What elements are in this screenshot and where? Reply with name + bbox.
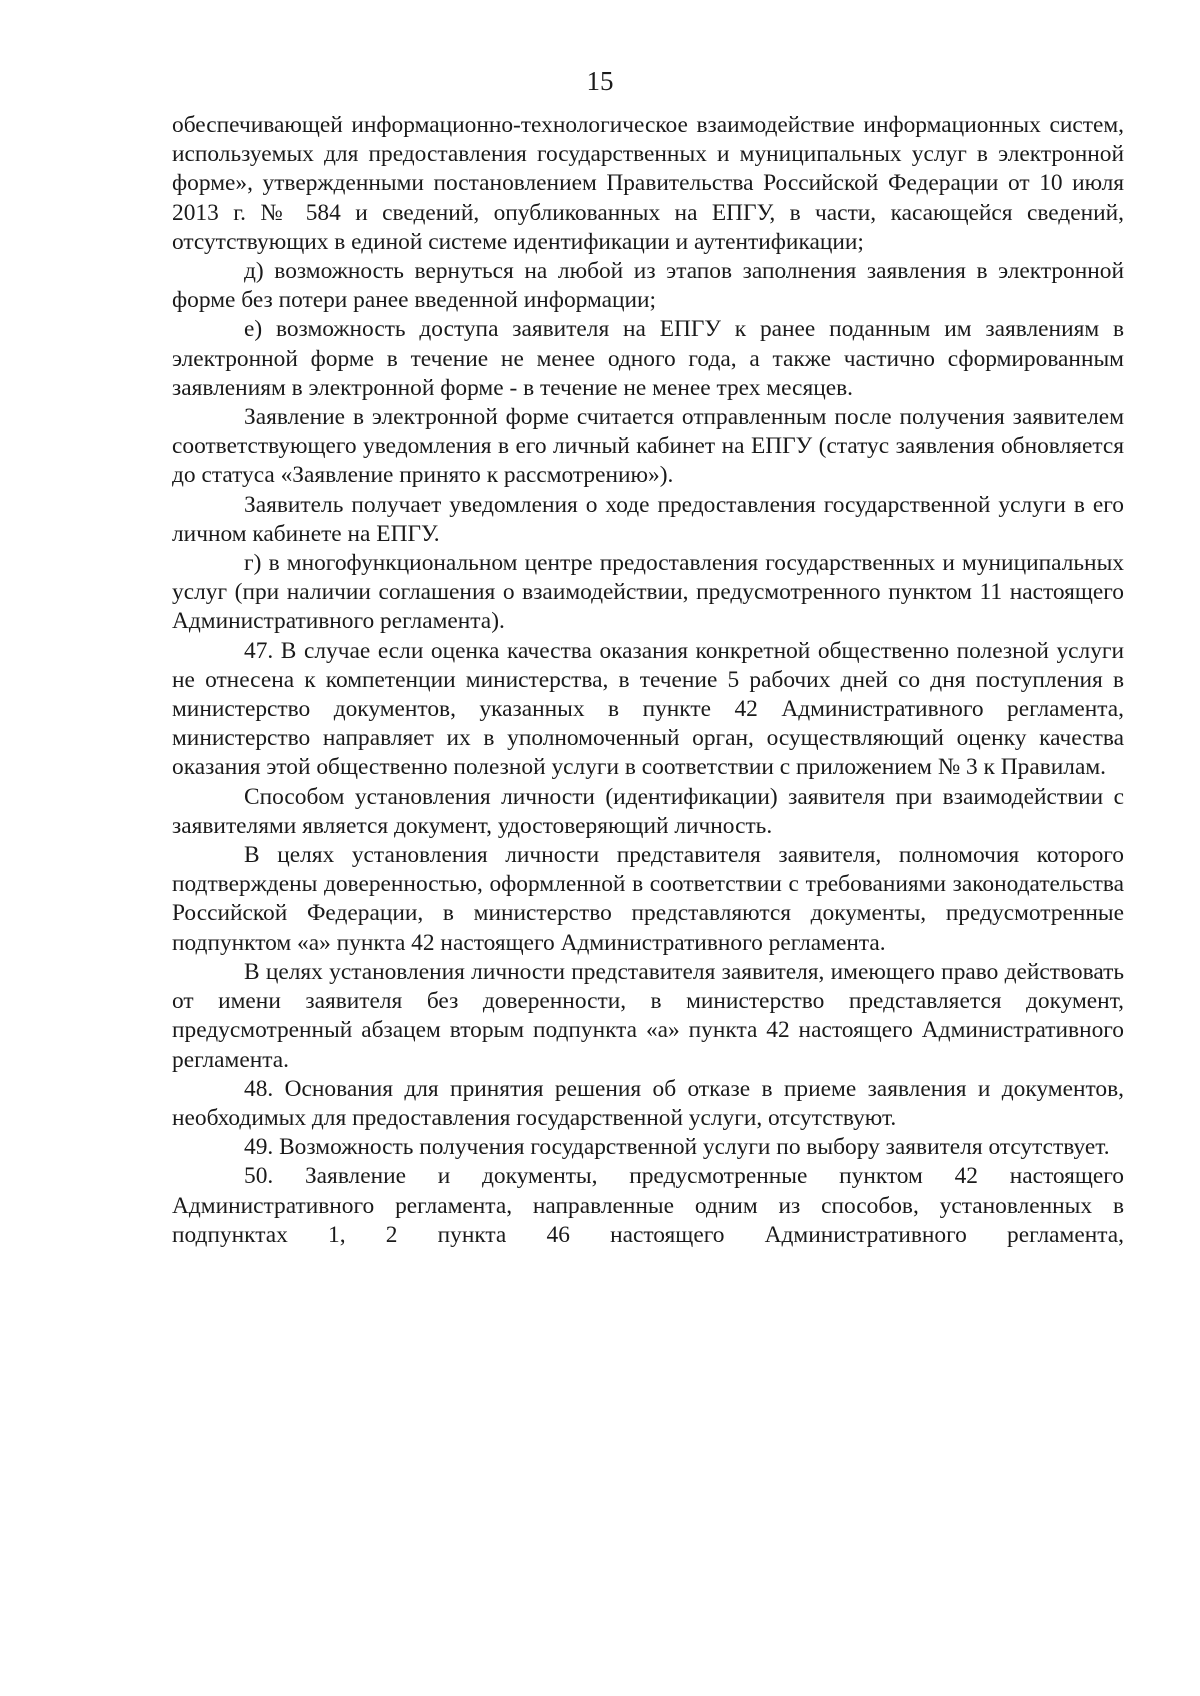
paragraph-representative-without-power-of-attorney: В целях установления личности представителя заявителя, имеющего право действовать от имени заявителя без доверенности, в министерство представляется документ, предусмотренный абзацем вторым подпункта «а» пункта 42 настоящего Административного регламента. xyxy=(172,958,1124,1073)
page-number: 15 xyxy=(586,66,614,96)
paragraph-representative-with-power-of-attorney: В целях установления личности представителя заявителя, полномочия которого подтверждены доверенностью, оформленной в соответствии с требованиями законодательства Российской Федерации, в министерство представляются документы, предусмотренные подпунктом «а» пункта 42 настоящего Административного регламента. xyxy=(172,842,1124,956)
paragraph-49: 49. Возможность получения государственной услуги по выбору заявителя отсутствует. xyxy=(244,1134,1110,1161)
paragraph-continuation: обеспечивающей информационно-технологическое взаимодействие информационных систем, используемых для предоставления государственных и муниципальных услуг в электронной форме», утвержденными постановлением Правительства Российской Федерации от 10 июля 2013 г. № 584 и сведений, опубликованных на ЕПГУ, в части, касающейся сведений, отсутствующих в единой системе идентификации и аутентификации; xyxy=(172,112,1124,255)
paragraph-47: 47. В случае если оценка качества оказания конкретной общественно полезной услуги не отнесена к компетенции министерства, в течение 5 рабочих дней со дня поступления в министерство документов, указанных в пункте 42 Административного регламента, министерство направляет их в уполномоченный орган, осуществляющий оценку качества оказания этой общественно полезной услуги в соответствии с приложением № 3 к Правилам. xyxy=(172,637,1124,781)
paragraph-item-e: е) возможность доступа заявителя на ЕПГУ к ранее поданным им заявлениям в электронной форме в течение не менее одного года, а также частично сформированным заявлениям в электронной форме - в течение не менее трех месяцев. xyxy=(172,316,1124,401)
paragraph-item-d: д) возможность вернуться на любой из этапов заполнения заявления в электронной форме без потери ранее введенной информации; xyxy=(172,258,1124,314)
document-body xyxy=(172,111,1124,1250)
paragraph-identification-method: Способом установления личности (идентификации) заявителя при взаимодействии с заявителями является документ, удостоверяющий личность. xyxy=(172,783,1124,839)
paragraph-application-sent: Заявление в электронной форме считается отправленным после получения заявителем соответствующего уведомления в его личный кабинет на ЕПГУ (статус заявления обновляется до статуса «Заявление принято к рассмотрению»). xyxy=(172,404,1124,489)
paragraph-50: 50. Заявление и документы, предусмотренные пунктом 42 настоящего Административного регламента, направленные одним из способов, установленных в подпунктах 1, 2 пункта 46 настоящего Административного регламента, xyxy=(172,1163,1124,1248)
paragraph-notifications: Заявитель получает уведомления о ходе предоставления государственной услуги в его личном кабинете на ЕПГУ. xyxy=(172,491,1124,547)
paragraph-48: 48. Основания для принятия решения об отказе в приеме заявления и документов, необходимых для предоставления государственной услуги, отсутствуют. xyxy=(172,1075,1124,1131)
paragraph-item-g: г) в многофункциональном центре предоставления государственных и муниципальных услуг (при наличии соглашения о взаимодействии, предусмотренного пунктом 11 настоящего Административного регламента). xyxy=(172,550,1124,635)
